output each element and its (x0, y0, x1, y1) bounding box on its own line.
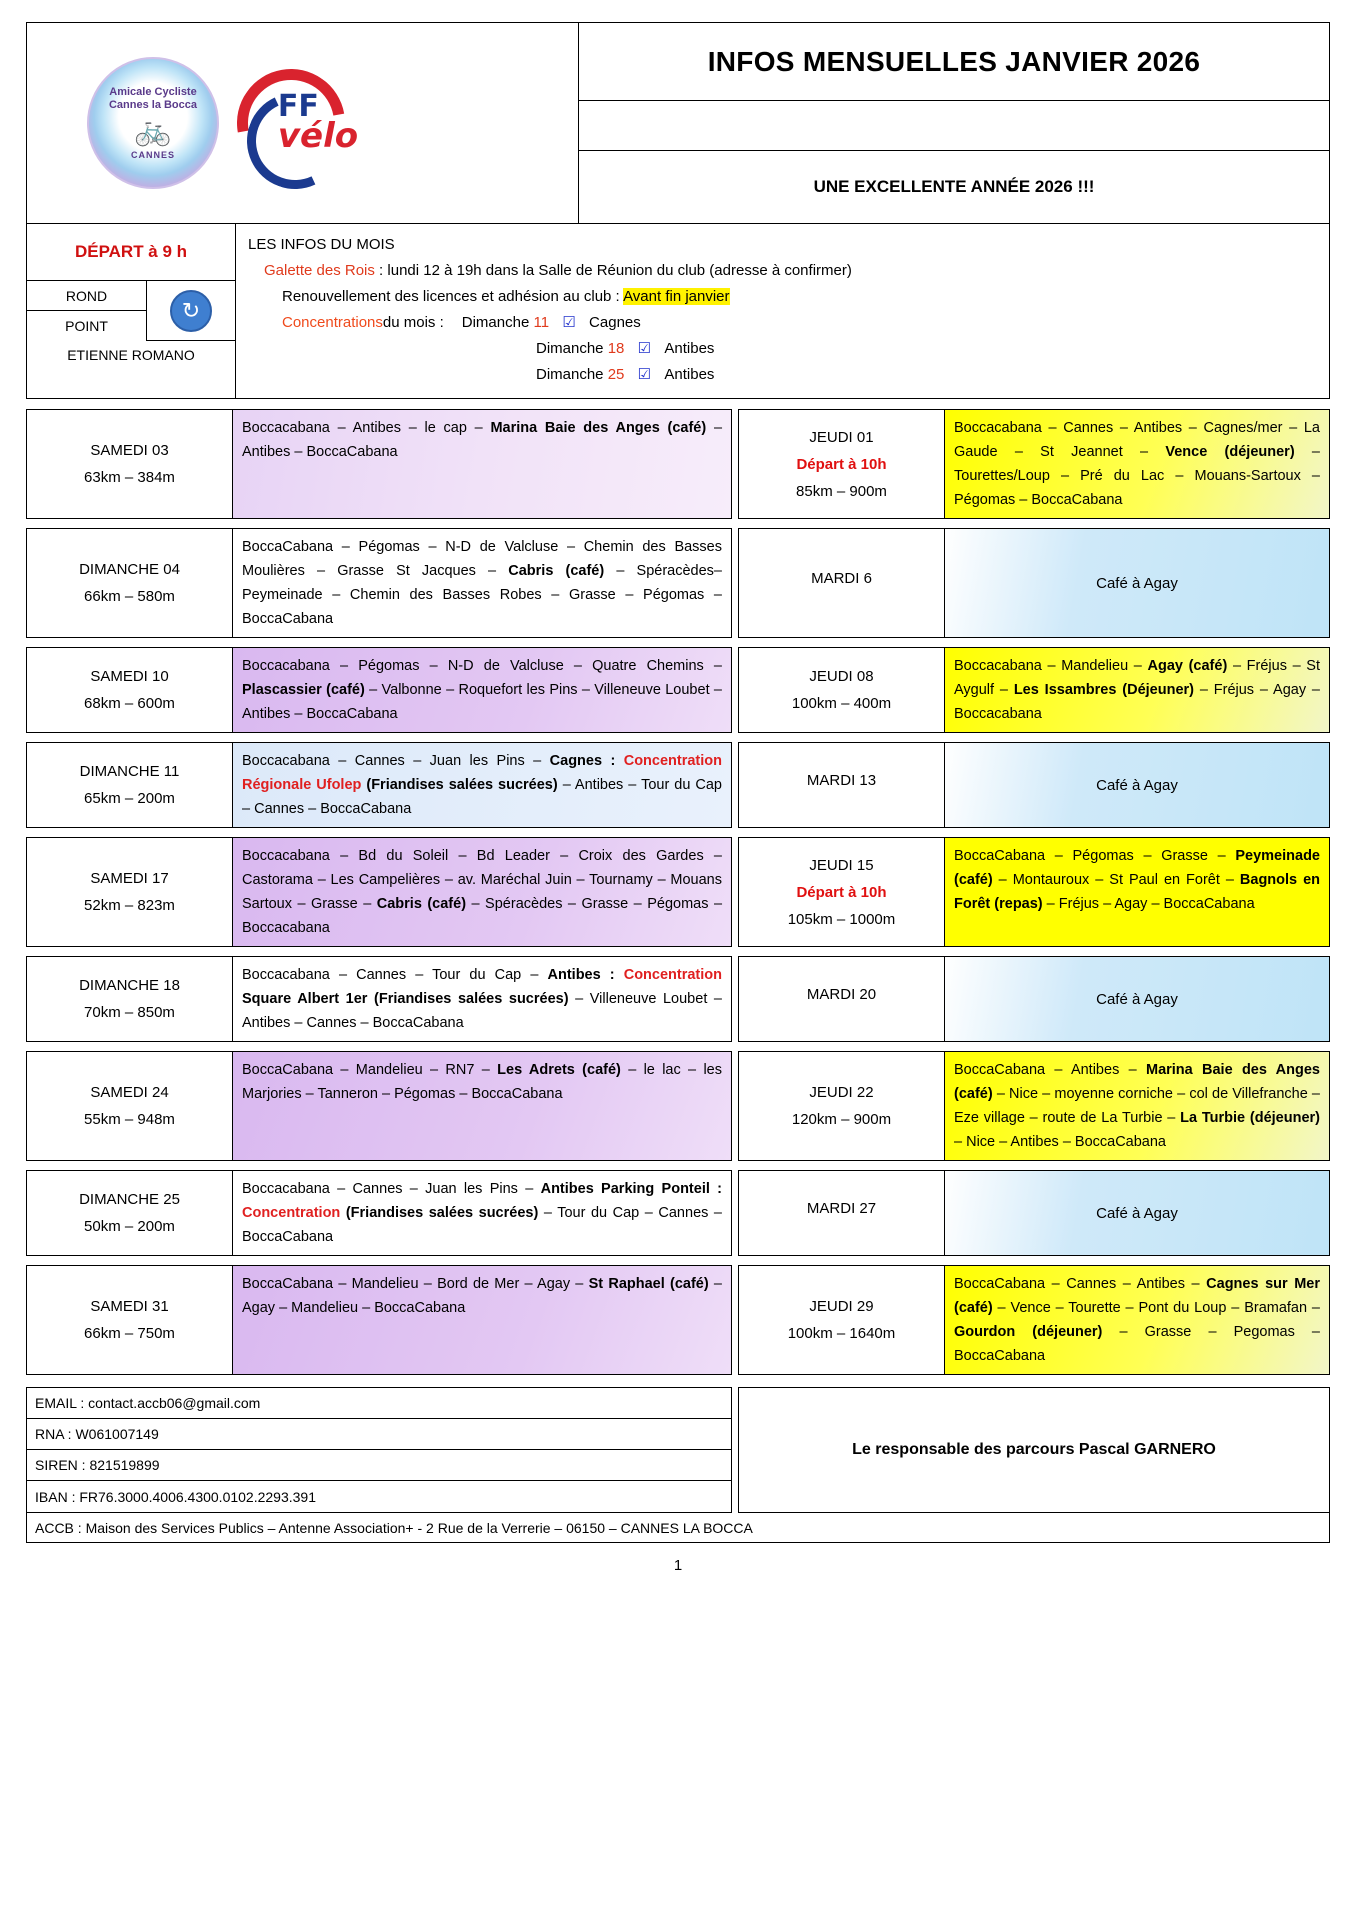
logos-area (27, 23, 579, 223)
concentrations-line-2 (248, 362, 1317, 388)
ride-route: Boccacabana – Cannes – Juan les Pins – Antibes Parking Ponteil : Concentration (Friandises salées sucrées) – Tour du Cap – Cannes – BoccaCabana (233, 1171, 731, 1255)
ride-distance: 66km – 580m (84, 588, 175, 605)
ride-distance: 66km – 750m (84, 1325, 175, 1342)
ride-date-cell (739, 410, 945, 518)
ride-date-cell (739, 529, 945, 637)
ride-date: MARDI 13 (806, 771, 877, 789)
weekday-ride-entry (738, 409, 1330, 519)
page-number: 1 (673, 1557, 683, 1574)
weekend-ride-entry (26, 647, 732, 733)
weekday-ride-entry (738, 1170, 1330, 1256)
departure-time: DÉPART à 9 h (74, 242, 188, 261)
route-manager: Le responsable des parcours Pascal GARNERO (738, 1387, 1330, 1513)
conc-city-1: Antibes (664, 340, 715, 357)
ride-date: SAMEDI 31 (90, 1298, 169, 1315)
ride-date: SAMEDI 10 (90, 668, 169, 685)
ride-route: Café à Agay (945, 743, 1329, 827)
monthly-infos (236, 224, 1330, 399)
conc-city-2: Antibes (664, 366, 715, 383)
calendar-row (26, 1170, 1330, 1256)
conc-day-num-2: 25 (607, 366, 625, 383)
ride-date: JEUDI 29 (809, 1298, 874, 1315)
document-footer (26, 1387, 1330, 1543)
weekday-ride-entry (738, 837, 1330, 947)
weekend-ride-entry (26, 409, 732, 519)
header-empty-band (579, 101, 1329, 151)
ride-date-cell (27, 1052, 233, 1160)
weekday-ride-entry (738, 1051, 1330, 1161)
rond-point-labels (27, 281, 147, 341)
club-logo-line2: Cannes la Bocca (108, 99, 198, 111)
ride-route: BoccaCabana – Cannes – Antibes – Cagnes sur Mer (café) – Vence – Tourette – Pont du Loup – Bramafan – Gourdon (déjeuner) – Grasse – Pegomas – BoccaCabana (945, 1266, 1329, 1374)
ride-date: JEUDI 15 (809, 856, 874, 874)
calendar-row (26, 528, 1330, 638)
ride-date: JEUDI 22 (809, 1084, 874, 1101)
conc-day-0 (462, 310, 549, 336)
ride-departure-time: Départ à 10h (796, 455, 887, 473)
ride-date-cell (739, 957, 945, 1041)
ride-date-cell (739, 838, 945, 946)
calendar-row (26, 1265, 1330, 1375)
ride-date: DIMANCHE 25 (79, 1191, 180, 1208)
ride-date: SAMEDI 24 (90, 1084, 169, 1101)
checkbox-icon-0[interactable]: ☑ (562, 314, 576, 331)
ride-date: DIMANCHE 04 (79, 561, 180, 578)
galette-label: Galette des Rois (264, 262, 375, 279)
ride-date-cell (27, 838, 233, 946)
contact-block (26, 1387, 732, 1513)
club-logo (87, 57, 219, 189)
ride-route: Café à Agay (945, 529, 1329, 637)
rond-point-wrap (27, 280, 235, 341)
document-header (26, 22, 1330, 224)
ride-date-cell (27, 648, 233, 732)
ride-date: DIMANCHE 18 (79, 977, 180, 994)
galette-line (248, 258, 1317, 284)
ride-route: Café à Agay (945, 1171, 1329, 1255)
ride-route: Boccacabana – Bd du Soleil – Bd Leader – Croix des Gardes – Castorama – Les Campelières – av. Maréchal Juin – Tournamy – Mouans Sartoux – Grasse – Cabris (café) – Spéracèdes – Grasse – Pégomas – Boccacabana (233, 838, 731, 946)
footer-address: ACCB : Maison des Services Publics – Antenne Association+ - 2 Rue de la Verrerie – 06150 – CANNES LA BOCCA (26, 1513, 1330, 1543)
calendar-row (26, 742, 1330, 828)
ride-distance: 100km – 1640m (787, 1325, 896, 1342)
calendar (26, 409, 1330, 1375)
ride-date: JEUDI 08 (809, 668, 874, 685)
weekday-ride-entry (738, 742, 1330, 828)
footer-iban: IBAN : FR76.3000.4006.4300.0102.2293.391 (35, 1488, 316, 1505)
ride-route: Boccacabana – Pégomas – N-D de Valcluse – Quatre Chemins – Plascassier (café) – Valbonne – Roquefort les Pins – Villeneuve Loubet – Antibes – BoccaCabana (233, 648, 731, 732)
ride-distance: 85km – 900m (796, 482, 887, 500)
conc-day-word-0: Dimanche (461, 314, 534, 331)
roundabout-icon-cell (147, 281, 235, 341)
ride-date-cell (739, 1266, 945, 1374)
weekend-ride-entry (26, 1051, 732, 1161)
licences-deadline: Avant fin janvier (623, 288, 730, 305)
weekday-ride-entry (738, 1265, 1330, 1375)
departure-place: ETIENNE ROMANO (67, 347, 195, 363)
ride-route: BoccaCabana – Mandelieu – Bord de Mer – Agay – St Raphael (café) – Agay – Mandelieu – BoccaCabana (233, 1266, 731, 1374)
concentrations-line-0 (248, 310, 1317, 336)
ffvelo-logo (231, 63, 381, 183)
ride-date-cell (27, 1171, 233, 1255)
ride-route: BoccaCabana – Pégomas – Grasse – Peymeinade (café) – Montauroux – St Paul en Forêt – Bagnols en Forêt (repas) – Fréjus – Agay – BoccaCabana (945, 838, 1329, 946)
ride-date: MARDI 20 (806, 985, 877, 1003)
ride-distance: 65km – 200m (84, 790, 175, 807)
ride-route: Boccacabana – Antibes – le cap – Marina Baie des Anges (café) – Antibes – BoccaCabana (233, 410, 731, 518)
conc-day-word-2: Dimanche (536, 366, 608, 383)
checkbox-icon-2[interactable]: ☑ (637, 366, 652, 383)
ride-route: BoccaCabana – Antibes – Marina Baie des Anges (café) – Nice – moyenne corniche – col de Villefranche – Eze village – route de La Turbie – La Turbie (déjeuner) – Nice – Antibes – BoccaCabana (945, 1052, 1329, 1160)
ride-date-cell (739, 1052, 945, 1160)
calendar-row (26, 956, 1330, 1042)
ride-date-cell (739, 1171, 945, 1255)
ride-distance: 70km – 850m (84, 1004, 175, 1021)
ride-date: SAMEDI 03 (90, 442, 169, 459)
ride-date: JEUDI 01 (809, 428, 874, 446)
club-logo-line1: Amicale Cycliste (109, 86, 197, 98)
ride-route: Boccacabana – Cannes – Juan les Pins – Cagnes : Concentration Régionale Ufolep (Friandises salées sucrées) – Antibes – Tour du Cap – Cannes – BoccaCabana (233, 743, 731, 827)
page-title: INFOS MENSUELLES JANVIER 2026 (579, 23, 1329, 101)
info-row (26, 224, 1330, 399)
weekend-ride-entry (26, 837, 732, 947)
ride-distance: 50km – 200m (84, 1218, 175, 1235)
new-year-wish: UNE EXCELLENTE ANNÉE 2026 !!! (813, 177, 1095, 196)
conc-day-1 (536, 336, 624, 362)
calendar-row (26, 647, 1330, 733)
ride-date-cell (739, 743, 945, 827)
calendar-row (26, 1051, 1330, 1161)
ride-departure-time: Départ à 10h (796, 883, 887, 901)
ride-distance: 100km – 400m (791, 695, 892, 712)
weekend-ride-entry (26, 956, 732, 1042)
weekday-ride-entry (738, 956, 1330, 1042)
ride-route: Café à Agay (945, 957, 1329, 1041)
licences-line (248, 284, 1317, 310)
weekend-ride-entry (26, 1170, 732, 1256)
ride-date-cell (27, 743, 233, 827)
weekday-ride-entry (738, 647, 1330, 733)
label-rond: ROND (27, 281, 147, 311)
conc-day-2 (536, 362, 624, 388)
checkbox-icon-1[interactable]: ☑ (637, 340, 652, 357)
ride-route: Boccacabana – Cannes – Tour du Cap – Antibes : Concentration Square Albert 1er (Friandises salées sucrées) – Villeneuve Loubet – Antibes – Cannes – BoccaCabana (233, 957, 731, 1041)
ride-route: Boccacabana – Mandelieu – Agay (café) – Fréjus – St Aygulf – Les Issambres (Déjeuner) – Fréjus – Agay – Boccacabana (945, 648, 1329, 732)
ffvelo-ff: FF (277, 89, 319, 124)
calendar-row (26, 837, 1330, 947)
label-point: POINT (27, 311, 147, 341)
ride-date-cell (739, 648, 945, 732)
ride-route: Boccacabana – Cannes – Antibes – Cagnes/mer – La Gaude – St Jeannet – Vence (déjeuner) – Tourettes/Loup – Pré du Lac – Mouans-Sartoux – Pégomas – BoccaCabana (945, 410, 1329, 518)
calendar-row (26, 409, 1330, 519)
ride-route: BoccaCabana – Mandelieu – RN7 – Les Adrets (café) – le lac – les Marjories – Tanneron – Pégomas – BoccaCabana (233, 1052, 731, 1160)
ride-date: MARDI 27 (806, 1199, 877, 1217)
ride-date: MARDI 6 (811, 569, 872, 587)
ride-distance: 120km – 900m (791, 1111, 892, 1128)
concentrations-line-1 (248, 336, 1317, 362)
ride-date-cell (27, 410, 233, 518)
concentrations-text: du mois : (382, 314, 444, 331)
concentrations-label: Concentrations (282, 314, 383, 331)
ride-date-cell (27, 1266, 233, 1374)
ride-date-cell (27, 957, 233, 1041)
header-text-area (579, 23, 1329, 223)
licences-text: Renouvellement des licences et adhésion au club : (282, 288, 624, 305)
club-logo-line3: CANNES (130, 150, 175, 160)
conc-day-num-1: 18 (607, 340, 625, 357)
ride-date: SAMEDI 17 (90, 870, 169, 887)
weekday-ride-entry (738, 528, 1330, 638)
galette-text: : lundi 12 à 19h dans la Salle de Réunion du club (adresse à confirmer) (374, 262, 852, 279)
ffvelo-velo: vélo (277, 116, 359, 156)
footer-siren: SIREN : 821519899 (27, 1450, 731, 1481)
ride-distance: 52km – 823m (84, 897, 175, 914)
footer-rna: RNA : W061007149 (27, 1419, 731, 1450)
roundabout-icon: ↻ (170, 290, 212, 332)
bicycle-icon: 🚲 (134, 114, 172, 147)
ride-distance: 105km – 1000m (787, 910, 896, 928)
conc-day-num-0: 11 (533, 314, 550, 331)
weekend-ride-entry (26, 528, 732, 638)
departure-block (26, 224, 236, 399)
ride-distance: 63km – 384m (84, 469, 175, 486)
footer-top (26, 1387, 1330, 1513)
ride-date: DIMANCHE 11 (79, 763, 180, 780)
weekend-ride-entry (26, 1265, 732, 1375)
footer-email: EMAIL : contact.accb06@gmail.com (27, 1388, 731, 1419)
weekend-ride-entry (26, 742, 732, 828)
ffvelo-text (277, 89, 359, 156)
ride-route: BoccaCabana – Pégomas – N-D de Valcluse – Chemin des Basses Moulières – Grasse St Jacques – Cabris (café) – Spéracèdes– Peymeinade – Chemin des Basses Robes – Grasse – Pégomas – BoccaCabana (233, 529, 731, 637)
ride-distance: 68km – 600m (84, 695, 175, 712)
infos-title: LES INFOS DU MOIS (248, 236, 395, 253)
ride-date-cell (27, 529, 233, 637)
conc-city-0: Cagnes (589, 314, 641, 331)
ride-distance: 55km – 948m (84, 1111, 175, 1128)
conc-day-word-1: Dimanche (536, 340, 608, 357)
